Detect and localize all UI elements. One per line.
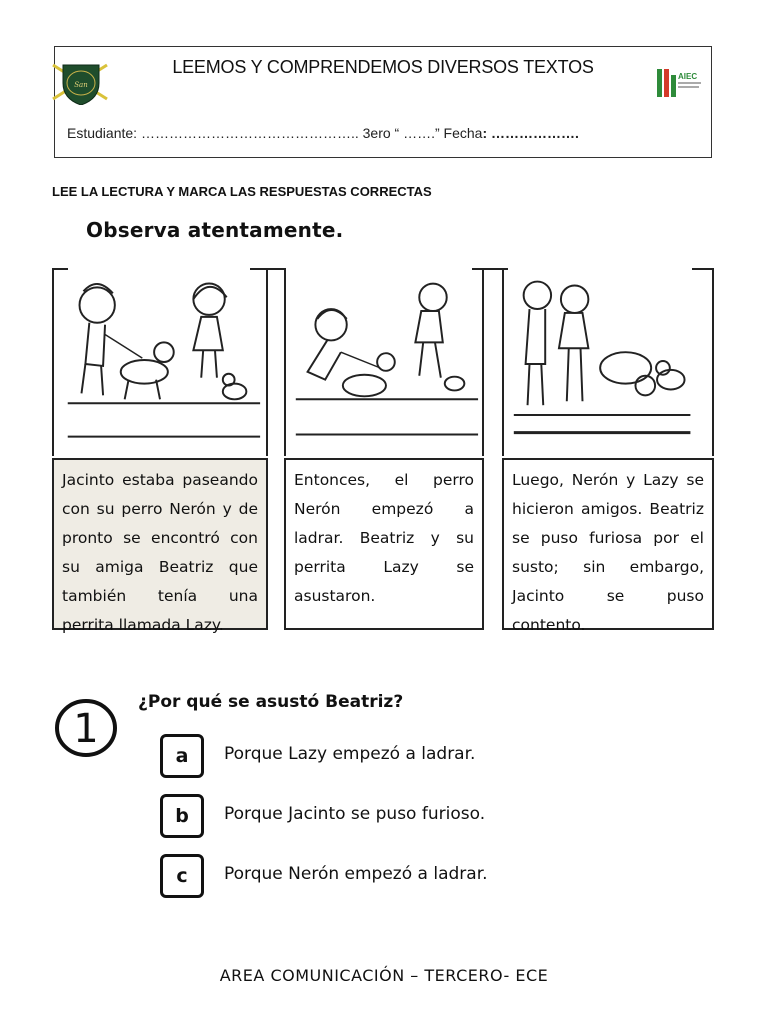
option-a-checkbox[interactable]: a bbox=[160, 734, 204, 778]
date-blank[interactable]: : ………………. bbox=[482, 125, 579, 141]
option-b-checkbox[interactable]: b bbox=[160, 794, 204, 838]
option-c-text: Porque Nerón empezó a ladrar. bbox=[224, 864, 488, 884]
worksheet-title: LEEMOS Y COMPRENDEMOS DIVERSOS TEXTOS bbox=[172, 57, 594, 77]
aiec-logo-text: AIEC bbox=[678, 72, 698, 81]
date-label: Fecha bbox=[443, 125, 483, 141]
dogs-friends-scene-icon bbox=[504, 268, 712, 456]
student-info-line[interactable] bbox=[67, 125, 699, 141]
option-a-text: Porque Lazy empezó a ladrar. bbox=[224, 744, 476, 764]
story-panel-2 bbox=[284, 268, 484, 632]
panel-1-text: Jacinto estaba paseando con su perro Nerón y de pronto se encontró con su amiga Beatriz que también tenía una perrita llamada Lazy. bbox=[52, 458, 268, 630]
boy-girl-dogs-icon bbox=[54, 268, 266, 456]
option-a[interactable] bbox=[160, 734, 580, 778]
observe-heading: Observa atentamente. bbox=[86, 218, 344, 242]
section-blank[interactable]: “ …….” bbox=[390, 125, 444, 141]
svg-text:San: San bbox=[74, 81, 88, 89]
barking-dog-scene-icon bbox=[286, 268, 482, 456]
option-b-text: Porque Jacinto se puso furioso. bbox=[224, 804, 486, 824]
worksheet-header bbox=[54, 46, 712, 158]
student-label: Estudiante: bbox=[67, 125, 138, 141]
panel-3-text: Luego, Nerón y Lazy se hicieron amigos. Beatriz se puso furiosa por el susto; sin embargo, Jacinto se puso contento. bbox=[502, 458, 714, 630]
instruction-text: LEE LA LECTURA Y MARCA LAS RESPUESTAS CORRECTAS bbox=[52, 184, 432, 199]
aiec-logo bbox=[655, 65, 703, 101]
story-panel-1 bbox=[52, 268, 268, 632]
story-panels bbox=[52, 268, 714, 632]
story-panel-3 bbox=[502, 268, 714, 632]
question-number-icon bbox=[54, 698, 118, 758]
panel-3-illustration bbox=[502, 268, 714, 456]
student-name-blank[interactable]: ……………………………………….. bbox=[137, 125, 363, 141]
grade-label: 3ero bbox=[362, 125, 391, 141]
option-b[interactable] bbox=[160, 794, 580, 838]
question-number: 1 bbox=[73, 706, 99, 752]
panel-1-illustration bbox=[52, 268, 268, 456]
page-footer: AREA COMUNICACIÓN – TERCERO- ECE bbox=[219, 966, 549, 985]
question-text: ¿Por qué se asustó Beatriz? bbox=[138, 692, 404, 712]
panel-2-text: Entonces, el perro Nerón empezó a ladrar. Beatriz y su perrita Lazy se asustaron. bbox=[284, 458, 484, 630]
option-c-checkbox[interactable]: c bbox=[160, 854, 204, 898]
option-c[interactable] bbox=[160, 854, 580, 898]
panel-2-illustration bbox=[284, 268, 484, 456]
